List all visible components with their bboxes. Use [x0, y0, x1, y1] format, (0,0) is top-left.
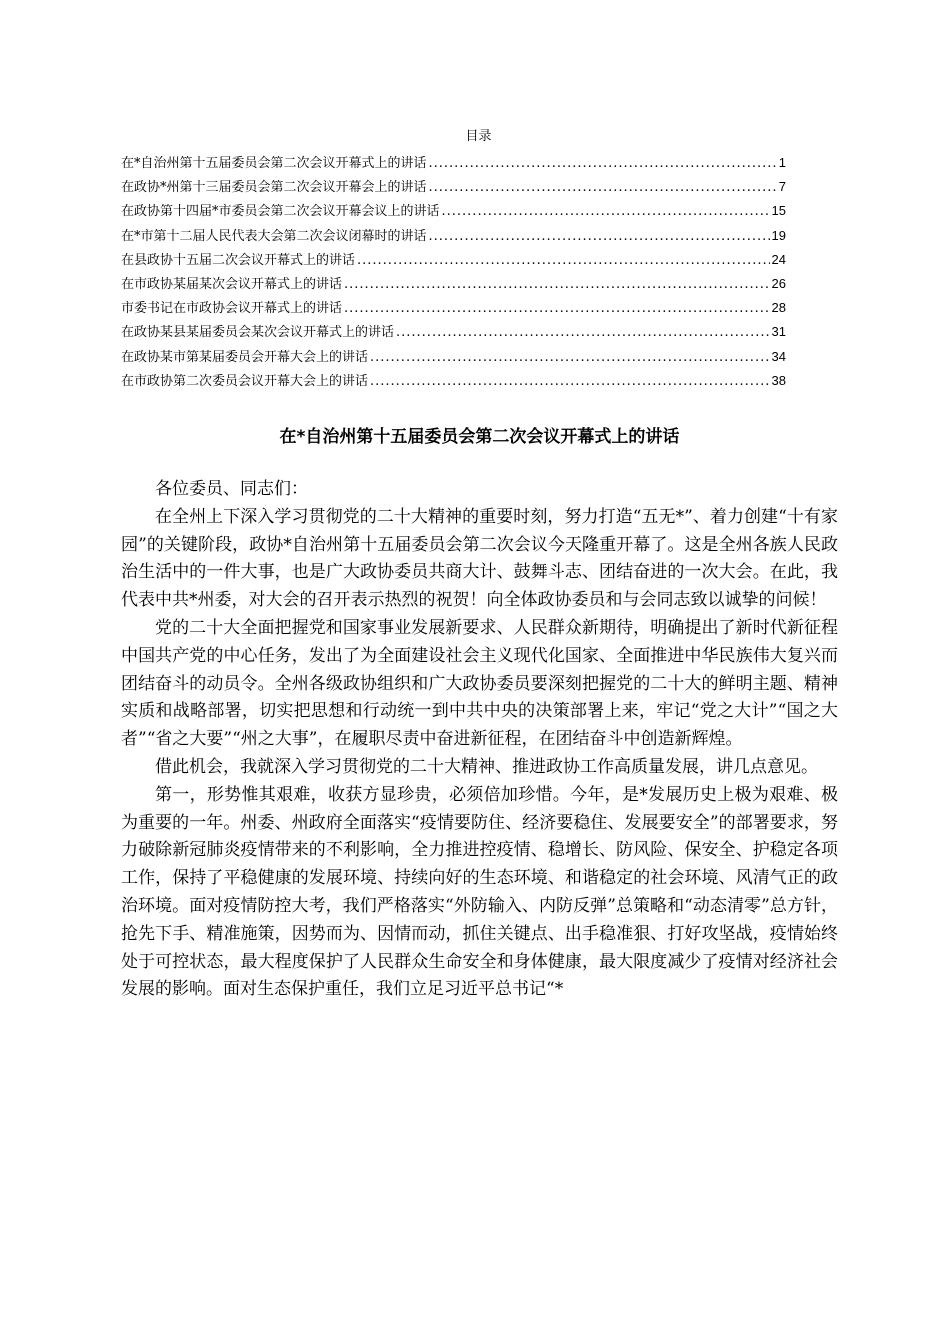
body-paragraph: 第一，形势惟其艰难，收获方显珍贵，必须倍加珍惜。今年，是*发展历史上极为艰难、极为重要的一年。州委、州政府全面落实“疫情要防住、经济要稳住、发展要安全”的部署要求，努力破除新冠肺炎疫情带来的不利影响，全力推进控疫情、稳增长、防风险、保安全、护稳定各项工作，保持了平稳健康的发展环境、持续向好的生态环境、和谐稳定的社会环境、风清气正的政治环境。面对疫情防控大考，我们严格落实“外防输入、内防反弹”总策略和“动态清零”总方针，抢先下手、精准施策，因势而为、因情而动，抓住关键点、出手稳准狠、打好攻坚战，疫情始终处于可控状态，最大程度保护了人民群众生命安全和身体健康，最大限度减少了疫情对经济社会发展的影响。面对生态保护重任，我们立足习近平总书记“* — [121, 784, 838, 1000]
toc-entry-title: 在市政协第二次委员会议开幕大会上的讲话 — [121, 373, 369, 389]
toc-entry[interactable] — [121, 151, 786, 175]
toc-leader-dots — [370, 370, 770, 394]
body-paragraph: 借此机会，我就深入学习贯彻党的二十大精神、推进政协工作高质量发展，讲几点意见。 — [155, 756, 818, 777]
toc-heading: 目录 — [465, 129, 492, 144]
toc-leader-dots — [344, 297, 770, 321]
toc-entry-page: 15 — [771, 203, 786, 219]
toc-entry-page: 26 — [771, 275, 786, 291]
toc-entry-page: 28 — [771, 300, 786, 316]
toc-entry-page: 34 — [771, 348, 786, 364]
toc-leader-dots — [357, 249, 770, 273]
toc-entry[interactable] — [121, 175, 786, 199]
toc-leader-dots — [429, 176, 777, 200]
article-title: 在*自治州第十五届委员会第二次会议开幕式上的讲话 — [279, 427, 680, 447]
toc-entry-title: 市委书记在市政协会议开幕式上的讲话 — [121, 301, 343, 317]
toc-entry[interactable] — [121, 272, 786, 296]
toc-entry[interactable] — [121, 296, 786, 320]
toc-entry-title: 在政协*州第十三届委员会第二次会议开幕会上的讲话 — [121, 180, 427, 196]
body-paragraph: 党的二十大全面把握党和国家事业发展新要求、人民群众新期待，明确提出了新时代新征程中国共产党的中心任务，发出了为全面建设社会主义现代化国家、全面推进中华民族伟大复兴而团结奋斗的动员令。全州各级政协组织和广大政协委员要深刻把握党的二十大的鲜明主题、精神实质和战略部署，切实把思想和行动统一到中共中央的决策部署上来，牢记“党之大计”“国之大者”“省之大要”“州之大事”，在履职尽责中奋进新征程，在团结奋斗中创造新辉煌。 — [121, 617, 838, 750]
toc-leader-dots — [429, 152, 777, 176]
toc-entry-title: 在县政协十五届二次会议开幕式上的讲话 — [121, 252, 356, 268]
toc-entry-title: 在政协第十四届*市委员会第二次会议开幕会议上的讲话 — [121, 204, 440, 220]
toc-leader-dots — [344, 273, 770, 297]
toc-entry-title: 在*自治州第十五届委员会第二次会议开幕式上的讲话 — [121, 156, 427, 171]
body-paragraph: 在全州上下深入学习贯彻党的二十大精神的重要时刻，努力打造“五无*”、着力创建“十有家园”的关键阶段，政协*自治州第十五届委员会第二次会议今天隆重开幕了。这是全州各族人民政治生活中的一件大事，也是广大政协委员共商大计、鼓舞斗志、团结奋进的一次大会。在此，我代表中共*州委，对大会的召开表示热烈的祝贺！向全体政协委员和与会同志致以诚挚的问候！ — [121, 506, 838, 611]
toc-leader-dots — [442, 200, 770, 224]
toc-leader-dots — [396, 321, 770, 345]
toc-entry-page: 1 — [778, 155, 786, 170]
toc-entry-page: 38 — [771, 372, 786, 388]
toc-entry-title: 在政协某市第某届委员会开幕大会上的讲话 — [121, 349, 369, 365]
toc-entry-page: 7 — [778, 179, 786, 195]
toc-entry[interactable] — [121, 248, 786, 272]
toc-entry[interactable] — [121, 345, 786, 369]
toc-leader-dots — [429, 225, 770, 249]
toc-entry-title: 在市政协某届某次会议开幕式上的讲话 — [121, 276, 343, 292]
toc-entry-page: 19 — [771, 227, 786, 243]
toc-entry[interactable] — [121, 320, 786, 344]
toc-leader-dots — [370, 346, 770, 370]
article-body — [121, 476, 838, 1004]
toc-entry[interactable] — [121, 224, 786, 248]
salutation-paragraph: 各位委员、同志们： — [155, 479, 308, 499]
toc-entry-title: 在*市第十二届人民代表大会第二次会议闭幕时的讲话 — [121, 228, 427, 244]
toc-entry-title: 在政协某县某届委员会某次会议开幕式上的讲话 — [121, 325, 395, 341]
toc-entry[interactable] — [121, 199, 786, 223]
toc-entry[interactable] — [121, 369, 786, 393]
toc-entry-page: 24 — [771, 251, 786, 267]
toc-entry-page: 31 — [771, 324, 786, 340]
table-of-contents — [121, 127, 786, 393]
